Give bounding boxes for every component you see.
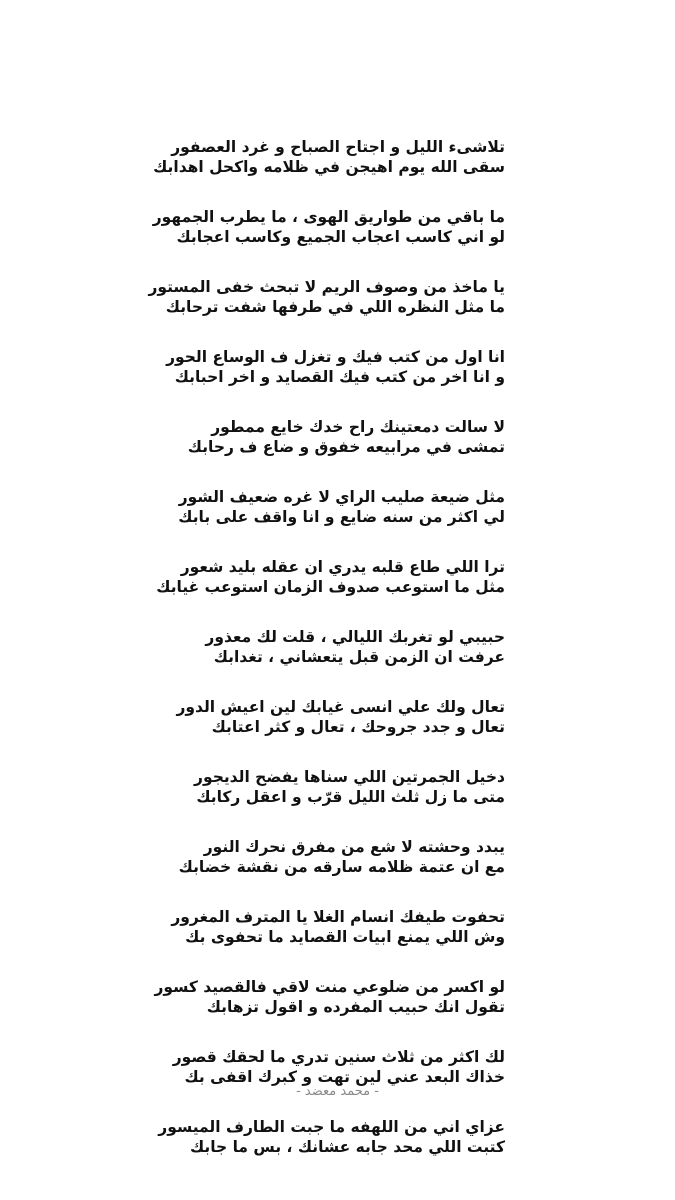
verse-line: حبيبي لو تغربك الليالي ، قلت لك معذور — [205, 628, 505, 646]
verse-line: لو اني كاسب اعجاب الجميع وكاسب اعجابك — [176, 228, 505, 246]
verse-line: تقول انك حبيب المفرده و اقول تزهابك — [206, 998, 505, 1016]
stanza — [150, 767, 505, 807]
verse-line: مع ان عتمة ظلامه سارقه من نقشة خضابك — [178, 858, 505, 876]
verse-line: لو اكسر من ضلوعي منت لاقي فالقصيد كسور — [154, 978, 505, 996]
verse-line: لي اكثر من سنه ضايع و انا واقف على بابك — [178, 508, 505, 526]
verse-line: تلاشىء الليل و اجتاح الصباح و غرد العصفور — [171, 138, 505, 156]
verse-line: سقى الله يوم اهيجن في ظلامه واكحل اهدابك — [153, 158, 505, 176]
poem-body — [150, 137, 505, 1187]
stanza — [150, 697, 505, 737]
verse-line: ترا اللي طاع قلبه يدري ان عقله بليد شعور — [180, 558, 505, 576]
verse-line: و انا اخر من كتب فيك القصايد و اخر احبابك — [174, 368, 505, 386]
verse-line: تمشى في مرابيعه خفوق و ضاع ف رحابك — [187, 438, 505, 456]
verse-line: لا سالت دمعتينك راح خدك خايع ممطور — [211, 418, 505, 436]
verse-line: دخيل الجمرتين اللي سناها يفضح الديجور — [194, 768, 505, 786]
verse-line: تعال ولك علي انسى غيابك لين اعيش الدور — [176, 698, 505, 716]
verse-line: يبدد وحشته لا شع من مفرق نحرك النور — [203, 838, 505, 856]
verse-line: عرفت ان الزمن قبل يتعشاني ، تغدابك — [213, 648, 505, 666]
verse-line: ما باقي من طواريق الهوى ، ما يطرب الجمهور — [152, 208, 505, 226]
stanza — [150, 1047, 505, 1087]
stanza — [150, 487, 505, 527]
stanza — [150, 837, 505, 877]
verse-line: كتبت اللي محد جابه عشانك ، بس ما جابك — [189, 1138, 505, 1156]
author-signature: - محمد معضد - — [296, 1084, 379, 1099]
verse-line: مثل ما استوعب صدوف الزمان استوعب غيابك — [156, 578, 505, 596]
stanza — [150, 417, 505, 457]
stanza — [150, 1117, 505, 1157]
verse-line: تحفوت طيفك انسام الغلا يا المترف المغرور — [171, 908, 505, 926]
stanza — [150, 627, 505, 667]
stanza — [150, 137, 505, 177]
verse-line: تعال و جدد جروحك ، تعال و كثر اعتابك — [211, 718, 505, 736]
verse-line: يا ماخذ من وصوف الريم لا تبحث خفى المستور — [148, 278, 505, 296]
verse-line: خذاك البعد عني لين تهت و كبرك اقفى بك — [184, 1068, 505, 1086]
verse-line: لك اكثر من ثلاث سنين تدري ما لحقك قصور — [172, 1048, 505, 1066]
verse-line: انا اول من كتب فيك و تغزل ف الوساع الحور — [166, 348, 505, 366]
stanza — [150, 977, 505, 1017]
stanza — [150, 347, 505, 387]
verse-line: عزاي اني من اللهفه ما جبت الطارف الميسور — [158, 1118, 505, 1136]
verse-line: وش اللي يمنع ابيات القصايد ما تحفوى بك — [185, 928, 505, 946]
stanza — [150, 557, 505, 597]
verse-line: متى ما زل ثلث الليل قرّب و اعقل ركابك — [196, 788, 505, 806]
verse-line: مثل ضيعة صليب الراي لا غره ضعيف الشور — [178, 488, 505, 506]
verse-line: ما مثل النظره اللي في طرفها شفت ترحابك — [165, 298, 505, 316]
stanza — [150, 207, 505, 247]
stanza — [150, 907, 505, 947]
stanza — [150, 277, 505, 317]
